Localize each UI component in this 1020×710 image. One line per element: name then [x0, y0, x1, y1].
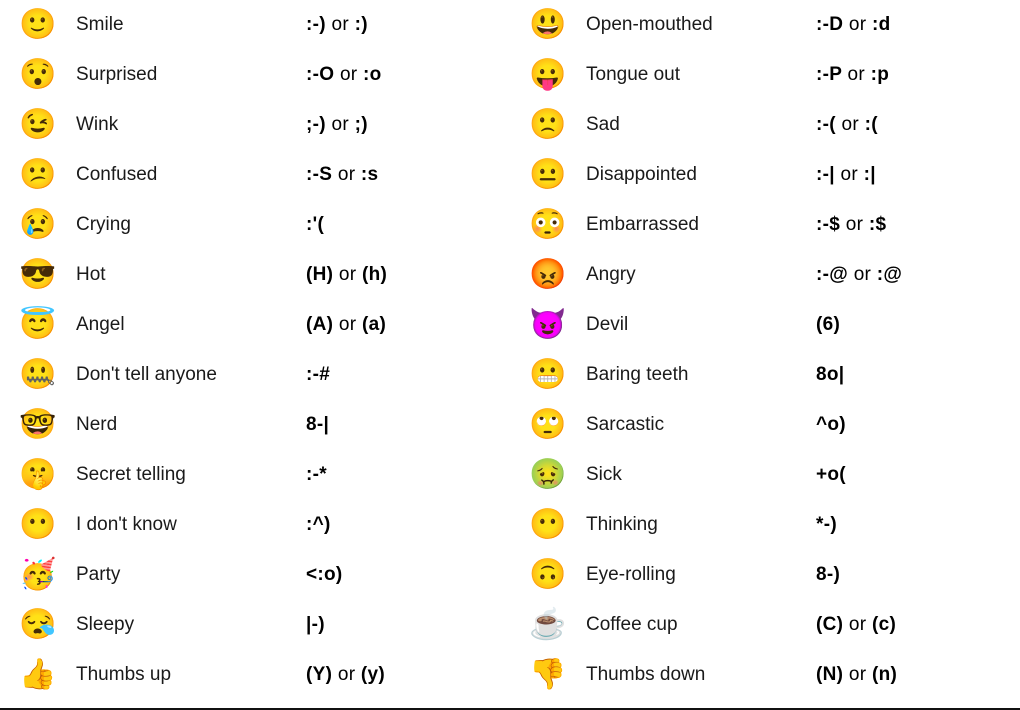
shortcut-alternate: :) [354, 14, 368, 35]
shortcut-primary: :'( [306, 214, 325, 235]
shortcut-primary: |-) [306, 614, 325, 635]
emoticon-glyph: 👎 [529, 658, 567, 691]
emoticon-glyph: 🤢 [529, 458, 567, 491]
emoticon-glyph: 😶 [529, 508, 567, 541]
emoticon-name: Open-mouthed [586, 14, 713, 35]
shortcut-alternate: (y) [360, 664, 386, 685]
emoticon-name: Surprised [76, 64, 158, 85]
shortcut-primary: (N) [816, 664, 844, 685]
emoticon-name: I don't know [76, 514, 177, 535]
shortcut-primary: (Y) [306, 664, 333, 685]
emoticon-shortcut [816, 314, 1020, 336]
emoticon-shortcut [816, 364, 1020, 386]
emoticon-row [510, 650, 1020, 700]
emoticon-row [0, 300, 510, 350]
eye-rolling-emoticon [524, 560, 572, 590]
shortcut-primary: :-$ [816, 214, 841, 235]
emoticon-name: Coffee cup [586, 614, 678, 635]
smile-emoticon [14, 10, 62, 40]
shortcut-primary: (H) [306, 264, 334, 285]
emoticon-shortcut [306, 64, 510, 86]
shortcut-alternate: :p [870, 64, 890, 85]
embarrassed-emoticon [524, 210, 572, 240]
shortcut-or-label: or [841, 114, 859, 135]
emoticon-name: Devil [586, 314, 629, 335]
shortcut-primary: :-# [306, 364, 331, 385]
thumbs-down-emoticon [524, 660, 572, 690]
emoticon-glyph: 😉 [19, 108, 57, 141]
thinking-emoticon [524, 510, 572, 540]
emoticon-shortcut [816, 464, 1020, 486]
emoticon-row [0, 350, 510, 400]
emoticon-row [510, 500, 1020, 550]
shortcut-alternate: :$ [868, 214, 887, 235]
shortcut-or-label: or [848, 14, 867, 35]
emoticon-shortcut [306, 614, 510, 636]
shortcut-or-label: or [338, 314, 357, 335]
shortcut-primary: (6) [816, 314, 841, 335]
devil-emoticon [524, 310, 572, 340]
shortcut-primary: 8-| [306, 414, 330, 435]
emoticon-shortcut [816, 14, 1020, 36]
coffee-cup-emoticon [524, 610, 572, 640]
shortcut-or-label: or [845, 214, 864, 235]
party-emoticon [14, 560, 62, 590]
emoticon-name: Sick [586, 464, 622, 485]
emoticon-row [510, 200, 1020, 250]
emoticon-glyph: 🤫 [19, 458, 57, 491]
shortcut-or-label: or [337, 664, 356, 685]
emoticon-shortcut [306, 264, 510, 286]
angry-emoticon [524, 260, 572, 290]
emoticon-glyph: 😈 [529, 308, 567, 341]
emoticon-row [510, 50, 1020, 100]
emoticon-name: Tongue out [586, 64, 681, 85]
emoticon-name: Nerd [76, 414, 118, 435]
shortcut-primary: :-( [816, 114, 836, 135]
emoticon-name: Sad [586, 114, 620, 135]
emoticon-shortcut [306, 564, 510, 586]
shortcut-alternate: ;) [354, 114, 368, 135]
disappointed-emoticon [524, 160, 572, 190]
shortcut-primary: :-* [306, 464, 327, 485]
emoticon-row [0, 400, 510, 450]
right-column [510, 0, 1020, 700]
emoticon-shortcut [816, 664, 1020, 686]
sleepy-emoticon [14, 610, 62, 640]
emoticon-shortcut [816, 414, 1020, 436]
emoticon-glyph: 😶 [19, 508, 57, 541]
shortcut-alternate: :| [863, 164, 876, 185]
emoticon-row [0, 200, 510, 250]
emoticon-glyph: 🙄 [529, 408, 567, 441]
emoticon-shortcut [816, 214, 1020, 236]
emoticon-shortcut [816, 264, 1020, 286]
emoticon-glyph: 😳 [529, 208, 567, 241]
shortcut-or-label: or [339, 64, 358, 85]
shortcut-primary: :-O [306, 64, 335, 85]
emoticon-shortcut [306, 314, 510, 336]
shortcut-alternate: :( [864, 114, 878, 135]
shortcut-or-label: or [338, 264, 357, 285]
emoticon-row [510, 400, 1020, 450]
shortcut-alternate: (c) [871, 614, 897, 635]
baring-teeth-emoticon [524, 360, 572, 390]
i-dont-know-emoticon [14, 510, 62, 540]
shortcut-primary: 8-) [816, 564, 841, 585]
emoticon-row [0, 0, 510, 50]
shortcut-primary: :-P [816, 64, 842, 85]
tongue-out-emoticon [524, 60, 572, 90]
emoticon-row [510, 150, 1020, 200]
emoticon-shortcut [816, 64, 1020, 86]
shortcut-primary: ^o) [816, 414, 846, 435]
emoticon-name: Angry [586, 264, 636, 285]
emoticon-name: Angel [76, 314, 125, 335]
open-mouthed-emoticon [524, 10, 572, 40]
emoticon-glyph: 😛 [529, 58, 567, 91]
emoticon-row [0, 50, 510, 100]
emoticon-row [0, 550, 510, 600]
shortcut-alternate: (a) [361, 314, 387, 335]
emoticon-shortcut [306, 464, 510, 486]
emoticon-shortcut [306, 664, 510, 686]
emoticon-glyph: 🙂 [19, 8, 57, 41]
shortcut-or-label: or [840, 164, 858, 185]
emoticon-glyph: 😕 [19, 158, 57, 191]
shortcut-primary: ;-) [306, 114, 326, 135]
emoticon-glyph: 😢 [19, 208, 57, 241]
emoticon-name: Crying [76, 214, 131, 235]
shortcut-or-label: or [848, 614, 867, 635]
shortcut-primary: :^) [306, 514, 331, 535]
emoticon-row [510, 300, 1020, 350]
emoticon-shortcut [306, 114, 510, 136]
shortcut-or-label: or [331, 14, 349, 35]
shortcut-primary: *-) [816, 514, 837, 535]
emoticon-name: Wink [76, 114, 119, 135]
emoticon-name: Thumbs up [76, 664, 172, 685]
emoticon-row [0, 500, 510, 550]
emoticon-name: Eye-rolling [586, 564, 676, 585]
emoticon-name: Hot [76, 264, 106, 285]
emoticon-row [0, 450, 510, 500]
secret-telling-emoticon [14, 460, 62, 490]
emoticon-glyph: ☕ [529, 608, 567, 641]
emoticon-shortcut [306, 14, 510, 36]
emoticon-name: Baring teeth [586, 364, 689, 385]
emoticon-glyph: 😐 [529, 158, 567, 191]
shortcut-alternate: :s [360, 164, 379, 185]
emoticon-glyph: 😃 [529, 8, 567, 41]
sarcastic-emoticon [524, 410, 572, 440]
emoticon-shortcut [306, 514, 510, 536]
shortcut-or-label: or [331, 114, 349, 135]
wink-emoticon [14, 110, 62, 140]
emoticon-glyph: 😇 [19, 308, 57, 341]
shortcut-primary: <:o) [306, 564, 343, 585]
emoticon-row [510, 250, 1020, 300]
emoticon-name: Party [76, 564, 121, 585]
emoticon-shortcut [306, 414, 510, 436]
shortcut-alternate: (h) [361, 264, 388, 285]
emoticon-row [510, 450, 1020, 500]
emoticon-name: Secret telling [76, 464, 186, 485]
emoticon-row [0, 600, 510, 650]
emoticon-name: Disappointed [586, 164, 697, 185]
shortcut-primary: :-S [306, 164, 333, 185]
emoticon-shortcut [816, 114, 1020, 136]
shortcut-primary: :-@ [816, 264, 849, 285]
emoticon-row [510, 350, 1020, 400]
shortcut-primary: (A) [306, 314, 334, 335]
hot-sunglasses-emoticon [14, 260, 62, 290]
emoticon-row [510, 0, 1020, 50]
shortcut-primary: 8o| [816, 364, 845, 385]
emoticon-glyph: 😡 [529, 258, 567, 291]
crying-emoticon [14, 210, 62, 240]
emoticon-name: Sleepy [76, 614, 135, 635]
shortcut-or-label: or [848, 664, 867, 685]
emoticon-glyph: 😎 [19, 258, 57, 291]
sad-emoticon [524, 110, 572, 140]
emoticon-glyph: 👍 [19, 658, 57, 691]
emoticon-name: Thinking [586, 514, 658, 535]
emoticon-row [510, 550, 1020, 600]
shortcut-alternate: :d [871, 14, 891, 35]
emoticon-name: Confused [76, 164, 158, 185]
shortcut-primary: (C) [816, 614, 844, 635]
emoticon-name: Smile [76, 14, 124, 35]
shortcut-alternate: :@ [876, 264, 903, 285]
shortcut-alternate: :o [363, 64, 382, 85]
sick-emoticon [524, 460, 572, 490]
emoticon-shortcut [306, 364, 510, 386]
emoticon-row [510, 100, 1020, 150]
thumbs-up-emoticon [14, 660, 62, 690]
emoticon-glyph: 😬 [529, 358, 567, 391]
emoticon-row [0, 150, 510, 200]
emoticon-shortcut [816, 164, 1020, 186]
emoticon-shortcut [816, 514, 1020, 536]
emoticon-glyph: 🙃 [529, 558, 567, 591]
emoticon-shortcut [306, 214, 510, 236]
emoticon-glyph: 🙁 [529, 108, 567, 141]
shortcut-or-label: or [847, 64, 865, 85]
emoticon-glyph: 🤐 [19, 358, 57, 391]
left-column [0, 0, 510, 700]
confused-emoticon [14, 160, 62, 190]
emoticon-row [0, 250, 510, 300]
surprised-emoticon [14, 60, 62, 90]
shortcut-primary: :-) [306, 14, 326, 35]
emoticon-row [0, 650, 510, 700]
emoticon-row [510, 600, 1020, 650]
emoticon-name: Thumbs down [586, 664, 706, 685]
emoticon-shortcut [816, 564, 1020, 586]
zipper-mouth-emoticon [14, 360, 62, 390]
angel-emoticon [14, 310, 62, 340]
nerd-emoticon [14, 410, 62, 440]
shortcut-primary: +o( [816, 464, 846, 485]
emoticon-row [0, 100, 510, 150]
emoticon-name: Sarcastic [586, 414, 665, 435]
emoticon-glyph: 😯 [19, 58, 57, 91]
shortcut-or-label: or [337, 164, 356, 185]
emoticon-shortcut [306, 164, 510, 186]
emoticon-name: Embarrassed [586, 214, 699, 235]
shortcut-primary: :-D [816, 14, 844, 35]
shortcut-alternate: (n) [871, 664, 898, 685]
emoticon-glyph: 😪 [19, 608, 57, 641]
shortcut-primary: :-| [816, 164, 835, 185]
emoticon-glyph: 🥳 [19, 558, 57, 591]
shortcut-or-label: or [853, 264, 872, 285]
emoticon-shortcut [816, 614, 1020, 636]
emoticon-glyph: 🤓 [19, 408, 57, 441]
emoticon-name: Don't tell anyone [76, 364, 217, 385]
